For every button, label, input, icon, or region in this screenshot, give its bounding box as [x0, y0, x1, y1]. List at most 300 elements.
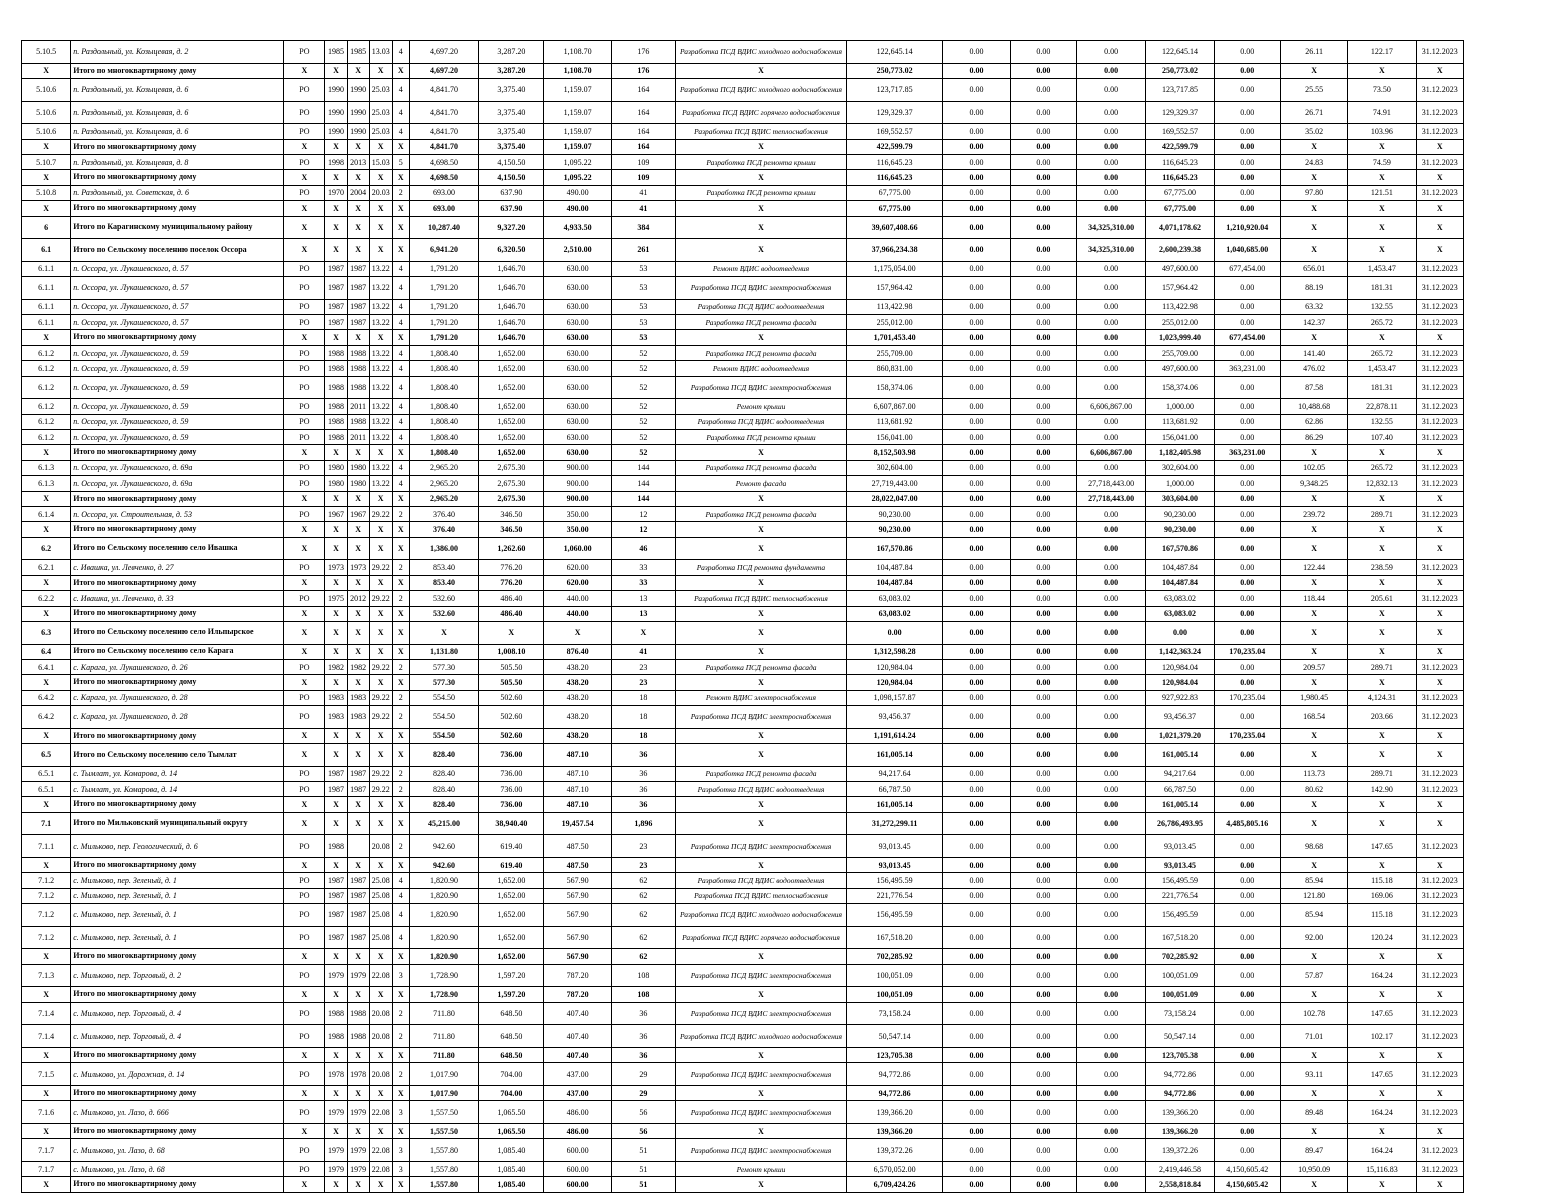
item-number-cell: 6.4.2 — [22, 706, 71, 729]
last-repair-year-cell: 1979 — [347, 1161, 369, 1176]
total-cost-cell: 94,772.86 — [846, 1063, 942, 1086]
owner-funds-cell: 63,083.02 — [1146, 591, 1214, 606]
total-cost-cell: 6,570,052.00 — [846, 1161, 942, 1176]
unit-cost-cell: 57.87 — [1280, 964, 1347, 987]
floors-cell: X — [392, 330, 409, 345]
total-row — [22, 491, 1464, 506]
common-area-cell: 487.50 — [544, 858, 611, 873]
common-area-cell: 630.00 — [544, 261, 611, 276]
ownership-method-cell: РО — [284, 1101, 325, 1124]
regional-funds-cell: 0.00 — [1010, 277, 1076, 300]
residents-cell: 12 — [611, 506, 675, 521]
federal-funds-cell: 0.00 — [943, 797, 1010, 812]
local-funds-cell: 0.00 — [1076, 376, 1145, 399]
item-number-cell: 6.1.1 — [22, 277, 71, 300]
owner-funds-cell: 255,709.00 — [1146, 345, 1214, 360]
commission-year-cell: 1988 — [325, 361, 347, 376]
federal-funds-cell: 0.00 — [943, 644, 1010, 659]
max-unit-cost-cell: X — [1348, 575, 1416, 590]
federal-funds-cell: 0.00 — [943, 139, 1010, 154]
completion-date-cell: 31.12.2023 — [1416, 361, 1463, 376]
residential-area-cell: 1,652.00 — [479, 445, 544, 460]
residential-area-cell: 637.90 — [479, 201, 544, 216]
common-area-cell: 900.00 — [544, 460, 611, 475]
total-row — [22, 728, 1464, 743]
residents-cell: 53 — [611, 330, 675, 345]
completion-date-cell: 31.12.2023 — [1416, 154, 1463, 169]
commission-year-cell: X — [325, 522, 347, 537]
residential-area-cell: 648.50 — [479, 1002, 544, 1025]
ownership-method-cell: РО — [284, 376, 325, 399]
max-unit-cost-cell: X — [1348, 858, 1416, 873]
item-number-cell: 7.1.5 — [22, 1063, 71, 1086]
federal-funds-cell: 0.00 — [943, 522, 1010, 537]
item-number-cell: 5.10.5 — [22, 41, 71, 64]
total-row — [22, 949, 1464, 964]
item-number-cell: X — [22, 987, 71, 1002]
residential-area-cell: 3,287.20 — [479, 63, 544, 78]
regional-funds-cell: 0.00 — [1010, 78, 1076, 101]
floors-cell: X — [392, 858, 409, 873]
max-unit-cost-cell: 164.24 — [1348, 964, 1416, 987]
residents-cell: 36 — [611, 766, 675, 781]
residents-cell: 144 — [611, 460, 675, 475]
total-area-cell: 828.40 — [409, 797, 478, 812]
table-row — [22, 690, 1464, 705]
completion-date-cell: 31.12.2023 — [1416, 888, 1463, 903]
address-cell: с. Карага, ул. Лукашевского, д. 28 — [71, 706, 284, 729]
owner-funds-cell: 120,984.04 — [1146, 675, 1214, 690]
floors-cell: X — [392, 797, 409, 812]
work-type-cell: Разработка ПСД ВДИС электроснабжения — [676, 1063, 847, 1086]
item-number-cell: 7.1.7 — [22, 1161, 71, 1176]
last-repair-year-cell — [347, 835, 369, 858]
regional-funds-cell: 0.00 — [1010, 644, 1076, 659]
completion-date-cell: 31.12.2023 — [1416, 299, 1463, 314]
item-number-cell: X — [22, 63, 71, 78]
residents-cell: 41 — [611, 185, 675, 200]
other-funds-cell: 0.00 — [1214, 873, 1280, 888]
item-number-cell: X — [22, 575, 71, 590]
work-type-cell: X — [676, 216, 847, 239]
unit-cost-cell: 102.78 — [1280, 1002, 1347, 1025]
completion-date-cell: X — [1416, 445, 1463, 460]
address-cell: с. Мильково, пер. Торговый, д. 2 — [71, 964, 284, 987]
federal-funds-cell: 0.00 — [943, 812, 1010, 835]
wall-material-cell: 20.08 — [369, 1002, 392, 1025]
residential-area-cell: 736.00 — [479, 766, 544, 781]
total-area-cell: 693.00 — [409, 201, 478, 216]
commission-year-cell: 1978 — [325, 1063, 347, 1086]
max-unit-cost-cell: X — [1348, 812, 1416, 835]
floors-cell: 4 — [392, 460, 409, 475]
regional-funds-cell: 0.00 — [1010, 858, 1076, 873]
owner-funds-cell: 26,786,493.95 — [1146, 812, 1214, 835]
address-cell: п. Раздольный, ул. Козыцевая, д. 8 — [71, 154, 284, 169]
local-funds-cell: 0.00 — [1076, 606, 1145, 621]
other-funds-cell: 0.00 — [1214, 987, 1280, 1002]
total-cost-cell: 104,487.84 — [846, 575, 942, 590]
unit-cost-cell: 26.71 — [1280, 101, 1347, 124]
max-unit-cost-cell: 74.59 — [1348, 154, 1416, 169]
common-area-cell: 630.00 — [544, 345, 611, 360]
local-funds-cell: 0.00 — [1076, 124, 1145, 139]
federal-funds-cell: 0.00 — [943, 361, 1010, 376]
federal-funds-cell: 0.00 — [943, 728, 1010, 743]
owner-funds-cell: 67,775.00 — [1146, 185, 1214, 200]
residents-cell: 52 — [611, 445, 675, 460]
local-funds-cell: 0.00 — [1076, 1002, 1145, 1025]
residents-cell: 52 — [611, 430, 675, 445]
last-repair-year-cell: 1987 — [347, 277, 369, 300]
floors-cell: 2 — [392, 506, 409, 521]
last-repair-year-cell: 1979 — [347, 1139, 369, 1162]
local-funds-cell: 0.00 — [1076, 330, 1145, 345]
total-cost-cell: 123,717.85 — [846, 78, 942, 101]
address-cell: Итого по Сельскому поселению село Ивашка — [71, 537, 284, 560]
total-area-cell: 2,965.20 — [409, 476, 478, 491]
table-row — [22, 506, 1464, 521]
work-type-cell: X — [676, 1047, 847, 1062]
item-number-cell: X — [22, 1123, 71, 1138]
unit-cost-cell: 63.32 — [1280, 299, 1347, 314]
residents-cell: 62 — [611, 888, 675, 903]
completion-date-cell: 31.12.2023 — [1416, 399, 1463, 414]
owner-funds-cell: 73,158.24 — [1146, 1002, 1214, 1025]
commission-year-cell: X — [325, 445, 347, 460]
ownership-method-cell: X — [284, 491, 325, 506]
other-funds-cell: 0.00 — [1214, 63, 1280, 78]
total-area-cell: 1,017.90 — [409, 1085, 478, 1100]
address-cell: п. Раздольный, ул. Козыцевая, д. 6 — [71, 78, 284, 101]
federal-funds-cell: 0.00 — [943, 261, 1010, 276]
floors-cell: X — [392, 139, 409, 154]
residential-area-cell: 1,085.40 — [479, 1177, 544, 1192]
residents-cell: 36 — [611, 797, 675, 812]
common-area-cell: 1,159.07 — [544, 139, 611, 154]
local-funds-cell: 0.00 — [1076, 1161, 1145, 1176]
total-cost-cell: 31,272,299.11 — [846, 812, 942, 835]
common-area-cell: 630.00 — [544, 299, 611, 314]
completion-date-cell: X — [1416, 797, 1463, 812]
total-cost-cell: 37,966,234.38 — [846, 239, 942, 262]
completion-date-cell: 31.12.2023 — [1416, 835, 1463, 858]
max-unit-cost-cell: 289.71 — [1348, 659, 1416, 674]
total-area-cell: 376.40 — [409, 506, 478, 521]
floors-cell: X — [392, 949, 409, 964]
ownership-method-cell: РО — [284, 261, 325, 276]
address-cell: Итого по многоквартирному дому — [71, 987, 284, 1002]
local-funds-cell: 0.00 — [1076, 506, 1145, 521]
common-area-cell: 1,159.07 — [544, 101, 611, 124]
work-type-cell: X — [676, 201, 847, 216]
wall-material-cell: 13.22 — [369, 414, 392, 429]
owner-funds-cell: 4,071,178.62 — [1146, 216, 1214, 239]
common-area-cell: 490.00 — [544, 185, 611, 200]
owner-funds-cell: 1,142,363.24 — [1146, 644, 1214, 659]
total-cost-cell: 139,366.20 — [846, 1123, 942, 1138]
residents-cell: 56 — [611, 1101, 675, 1124]
completion-date-cell: X — [1416, 537, 1463, 560]
residential-area-cell: 1,085.40 — [479, 1139, 544, 1162]
residential-area-cell: 736.00 — [479, 744, 544, 767]
completion-date-cell: 31.12.2023 — [1416, 1002, 1463, 1025]
residents-cell: 29 — [611, 1063, 675, 1086]
work-type-cell: Разработка ПСД ВДИС горячего водоснабжения — [676, 926, 847, 949]
work-type-cell: Разработка ПСД ВДИС электроснабжения — [676, 1139, 847, 1162]
residents-cell: 53 — [611, 315, 675, 330]
owner-funds-cell: 93,013.45 — [1146, 835, 1214, 858]
commission-year-cell: 1987 — [325, 315, 347, 330]
owner-funds-cell: 104,487.84 — [1146, 575, 1214, 590]
commission-year-cell: 1987 — [325, 782, 347, 797]
local-funds-cell: 0.00 — [1076, 315, 1145, 330]
item-number-cell: 7.1.4 — [22, 1002, 71, 1025]
ownership-method-cell: X — [284, 949, 325, 964]
item-number-cell: 6.4.2 — [22, 690, 71, 705]
item-number-cell: X — [22, 170, 71, 185]
work-type-cell: Ремонт ВДИС водоотведения — [676, 361, 847, 376]
residential-area-cell: 486.40 — [479, 591, 544, 606]
total-cost-cell: 702,285.92 — [846, 949, 942, 964]
table-row — [22, 591, 1464, 606]
total-area-cell: 1,808.40 — [409, 361, 478, 376]
common-area-cell: 630.00 — [544, 414, 611, 429]
owner-funds-cell: 93,456.37 — [1146, 706, 1214, 729]
wall-material-cell: 13.22 — [369, 399, 392, 414]
max-unit-cost-cell: X — [1348, 330, 1416, 345]
item-number-cell: 6.1.1 — [22, 299, 71, 314]
total-area-cell: 1,791.20 — [409, 330, 478, 345]
last-repair-year-cell: X — [347, 1085, 369, 1100]
total-area-cell: 1,557.50 — [409, 1123, 478, 1138]
floors-cell: X — [392, 170, 409, 185]
floors-cell: X — [392, 216, 409, 239]
total-row — [22, 1085, 1464, 1100]
last-repair-year-cell: 1988 — [347, 376, 369, 399]
address-cell: с. Мильково, пер. Зеленый, д. 1 — [71, 873, 284, 888]
common-area-cell: 787.20 — [544, 987, 611, 1002]
last-repair-year-cell: 1990 — [347, 101, 369, 124]
local-funds-cell: 0.00 — [1076, 728, 1145, 743]
federal-funds-cell: 0.00 — [943, 185, 1010, 200]
federal-funds-cell: 0.00 — [943, 782, 1010, 797]
floors-cell: 4 — [392, 299, 409, 314]
owner-funds-cell: 927,922.83 — [1146, 690, 1214, 705]
floors-cell: 4 — [392, 414, 409, 429]
owner-funds-cell: 122,645.14 — [1146, 41, 1214, 64]
completion-date-cell: 31.12.2023 — [1416, 591, 1463, 606]
local-funds-cell: 0.00 — [1076, 835, 1145, 858]
residents-cell: 23 — [611, 675, 675, 690]
wall-material-cell: 29.22 — [369, 506, 392, 521]
residential-area-cell: 3,375.40 — [479, 139, 544, 154]
commission-year-cell: X — [325, 575, 347, 590]
completion-date-cell: X — [1416, 812, 1463, 835]
last-repair-year-cell: 1987 — [347, 888, 369, 903]
item-number-cell: 6.1.2 — [22, 399, 71, 414]
address-cell: Итого по многоквартирному дому — [71, 63, 284, 78]
max-unit-cost-cell: X — [1348, 139, 1416, 154]
completion-date-cell: X — [1416, 1177, 1463, 1192]
total-area-cell: 4,841.70 — [409, 139, 478, 154]
residents-cell: 164 — [611, 78, 675, 101]
residential-area-cell: 736.00 — [479, 782, 544, 797]
total-area-cell: 1,017.90 — [409, 1063, 478, 1086]
residents-cell: 164 — [611, 124, 675, 139]
total-area-cell: 4,697.20 — [409, 63, 478, 78]
total-cost-cell: 139,366.20 — [846, 1101, 942, 1124]
last-repair-year-cell: 1987 — [347, 926, 369, 949]
owner-funds-cell: 221,776.54 — [1146, 888, 1214, 903]
regional-funds-cell: 0.00 — [1010, 812, 1076, 835]
work-type-cell: Ремонт фасада — [676, 476, 847, 491]
residential-area-cell: 1,646.70 — [479, 277, 544, 300]
ownership-method-cell: X — [284, 170, 325, 185]
other-funds-cell: 0.00 — [1214, 522, 1280, 537]
work-type-cell: Разработка ПСД ремонта фасада — [676, 766, 847, 781]
total-area-cell: 554.50 — [409, 728, 478, 743]
address-cell: с. Мильково, ул. Дорожная, д. 14 — [71, 1063, 284, 1086]
ownership-method-cell: РО — [284, 124, 325, 139]
max-unit-cost-cell: 205.61 — [1348, 591, 1416, 606]
address-cell: с. Мильково, пер. Геологический, д. 6 — [71, 835, 284, 858]
floors-cell: 2 — [392, 706, 409, 729]
work-type-cell: X — [676, 1085, 847, 1100]
address-cell: с. Ивашка, ул. Левченко, д. 33 — [71, 591, 284, 606]
last-repair-year-cell: 2004 — [347, 185, 369, 200]
work-type-cell: X — [676, 675, 847, 690]
commission-year-cell: X — [325, 239, 347, 262]
owner-funds-cell: 167,570.86 — [1146, 537, 1214, 560]
residents-cell: 51 — [611, 1161, 675, 1176]
item-number-cell: 6.1.2 — [22, 345, 71, 360]
federal-funds-cell: 0.00 — [943, 277, 1010, 300]
unit-cost-cell: X — [1280, 239, 1347, 262]
ownership-method-cell: X — [284, 644, 325, 659]
federal-funds-cell: 0.00 — [943, 888, 1010, 903]
regional-funds-cell: 0.00 — [1010, 522, 1076, 537]
table-row — [22, 560, 1464, 575]
unit-cost-cell: 92.00 — [1280, 926, 1347, 949]
floors-cell: 4 — [392, 345, 409, 360]
owner-funds-cell: 63,083.02 — [1146, 606, 1214, 621]
ownership-method-cell: X — [284, 330, 325, 345]
floors-cell: 2 — [392, 690, 409, 705]
max-unit-cost-cell: 238.59 — [1348, 560, 1416, 575]
residents-cell: 164 — [611, 139, 675, 154]
ownership-method-cell: РО — [284, 1161, 325, 1176]
ownership-method-cell: РО — [284, 506, 325, 521]
completion-date-cell: 31.12.2023 — [1416, 261, 1463, 276]
table-row — [22, 873, 1464, 888]
residential-area-cell: 346.50 — [479, 506, 544, 521]
item-number-cell: X — [22, 606, 71, 621]
owner-funds-cell: 702,285.92 — [1146, 949, 1214, 964]
item-number-cell: X — [22, 445, 71, 460]
common-area-cell: 438.20 — [544, 659, 611, 674]
local-funds-cell: 0.00 — [1076, 797, 1145, 812]
total-cost-cell: 116,645.23 — [846, 170, 942, 185]
local-funds-cell: 0.00 — [1076, 575, 1145, 590]
total-area-cell: 853.40 — [409, 575, 478, 590]
other-funds-cell: 0.00 — [1214, 1063, 1280, 1086]
owner-funds-cell: 302,604.00 — [1146, 460, 1214, 475]
regional-funds-cell: 0.00 — [1010, 185, 1076, 200]
max-unit-cost-cell: X — [1348, 744, 1416, 767]
total-cost-cell: 120,984.04 — [846, 659, 942, 674]
residents-cell: 56 — [611, 1123, 675, 1138]
residential-area-cell: 1,646.70 — [479, 261, 544, 276]
local-funds-cell: 0.00 — [1076, 949, 1145, 964]
residential-area-cell: 1,646.70 — [479, 330, 544, 345]
total-row — [22, 1047, 1464, 1062]
residential-area-cell: 1,597.20 — [479, 987, 544, 1002]
ownership-method-cell: X — [284, 522, 325, 537]
commission-year-cell: 1987 — [325, 926, 347, 949]
floors-cell: 2 — [392, 835, 409, 858]
work-type-cell: Разработка ПСД ВДИС холодного водоснабжения — [676, 1025, 847, 1048]
address-cell: п. Раздольный, ул. Советская, д. 6 — [71, 185, 284, 200]
common-area-cell: 438.20 — [544, 675, 611, 690]
work-type-cell: Ремонт крыши — [676, 1161, 847, 1176]
floors-cell: 4 — [392, 476, 409, 491]
other-funds-cell: 0.00 — [1214, 1025, 1280, 1048]
local-funds-cell: 0.00 — [1076, 154, 1145, 169]
total-row — [22, 216, 1464, 239]
other-funds-cell: 677,454.00 — [1214, 261, 1280, 276]
last-repair-year-cell: 2011 — [347, 399, 369, 414]
federal-funds-cell: 0.00 — [943, 376, 1010, 399]
total-cost-cell: 50,547.14 — [846, 1025, 942, 1048]
federal-funds-cell: 0.00 — [943, 659, 1010, 674]
residents-cell: 109 — [611, 154, 675, 169]
floors-cell: 3 — [392, 964, 409, 987]
residential-area-cell: 1,262.60 — [479, 537, 544, 560]
last-repair-year-cell: 1987 — [347, 782, 369, 797]
common-area-cell: 620.00 — [544, 575, 611, 590]
total-area-cell: 2,965.20 — [409, 491, 478, 506]
regional-funds-cell: 0.00 — [1010, 1063, 1076, 1086]
total-area-cell: 1,791.20 — [409, 315, 478, 330]
unit-cost-cell: 10,950.09 — [1280, 1161, 1347, 1176]
residential-area-cell: 1,652.00 — [479, 926, 544, 949]
last-repair-year-cell: 2012 — [347, 591, 369, 606]
unit-cost-cell: 71.01 — [1280, 1025, 1347, 1048]
unit-cost-cell: X — [1280, 491, 1347, 506]
ownership-method-cell: X — [284, 537, 325, 560]
max-unit-cost-cell: X — [1348, 445, 1416, 460]
total-area-cell: 1,808.40 — [409, 345, 478, 360]
local-funds-cell: 0.00 — [1076, 201, 1145, 216]
residential-area-cell: 1,008.10 — [479, 644, 544, 659]
residential-area-cell: 1,652.00 — [479, 873, 544, 888]
floors-cell: 4 — [392, 315, 409, 330]
residents-cell: 109 — [611, 170, 675, 185]
federal-funds-cell: 0.00 — [943, 766, 1010, 781]
address-cell: Итого по многоквартирному дому — [71, 575, 284, 590]
ownership-method-cell: РО — [284, 430, 325, 445]
ownership-method-cell: РО — [284, 560, 325, 575]
common-area-cell: 630.00 — [544, 376, 611, 399]
total-area-cell: 711.80 — [409, 1025, 478, 1048]
max-unit-cost-cell: 121.51 — [1348, 185, 1416, 200]
floors-cell: X — [392, 201, 409, 216]
other-funds-cell: 0.00 — [1214, 659, 1280, 674]
local-funds-cell: 0.00 — [1076, 744, 1145, 767]
owner-funds-cell: 0.00 — [1146, 621, 1214, 644]
other-funds-cell: 0.00 — [1214, 675, 1280, 690]
